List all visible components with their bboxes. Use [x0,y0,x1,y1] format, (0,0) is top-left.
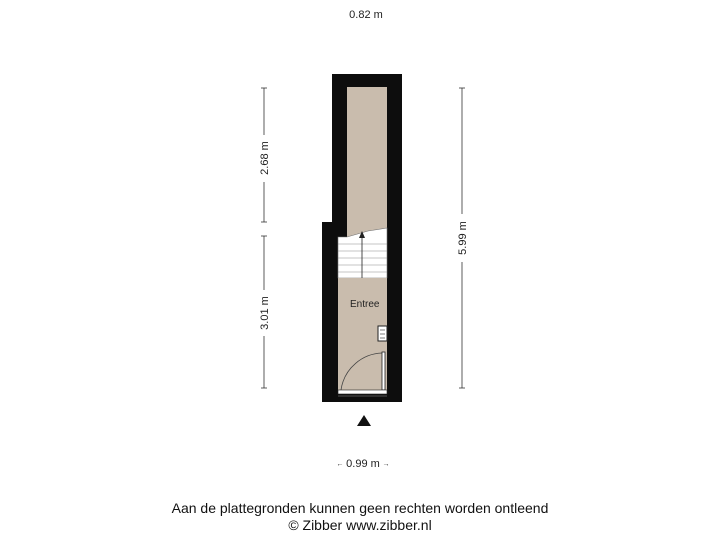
lower-length-label: 3.01 m [259,296,271,330]
entree-label: Entree [350,299,380,310]
disclaimer-text: Aan de plattegronden kunnen geen rechten worden ontleend [171,500,549,516]
total-length-label: 5.99 m [457,221,469,255]
meter-cupboard [378,326,387,341]
top-width-label: 0.82 m [349,9,383,21]
copyright-text: © Zibber www.zibber.nl [288,517,432,533]
bottom-width-left-arrow: ← [336,461,344,468]
upper-floor [347,87,387,237]
bottom-width-right-arrow: → [382,461,390,468]
bottom-width-label: 0.99 m [346,458,380,470]
upper-length-label: 2.68 m [259,141,271,175]
triangle-up-icon [357,415,371,426]
